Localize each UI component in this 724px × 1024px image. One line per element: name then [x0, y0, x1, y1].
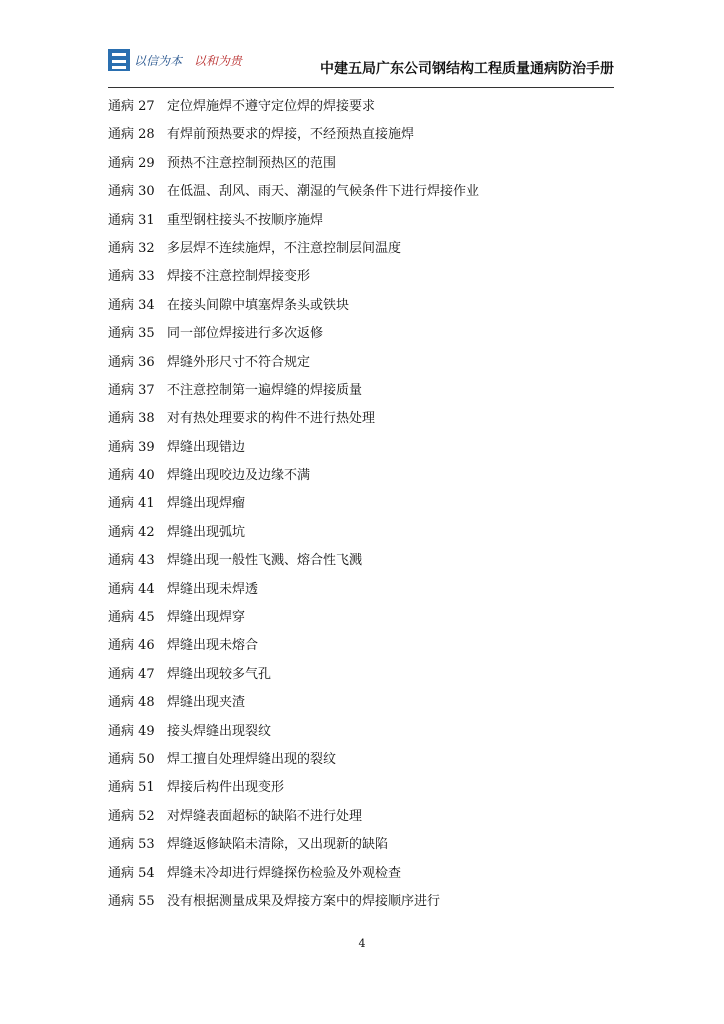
item-text: 焊缝出现咬边及边缘不满 — [167, 468, 311, 484]
item-code: 通病 54 — [108, 865, 155, 881]
item-text: 焊缝未冷却进行焊缝探伤检验及外观检查 — [167, 865, 402, 881]
list-item — [108, 661, 628, 689]
item-code: 通病 55 — [108, 893, 155, 909]
item-code: 通病 42 — [108, 524, 155, 540]
item-code: 通病 44 — [108, 581, 155, 597]
item-code: 通病 31 — [108, 212, 155, 228]
item-code: 通病 45 — [108, 610, 155, 626]
item-code: 通病 39 — [108, 439, 155, 455]
defect-list — [108, 93, 628, 916]
item-code: 通病 46 — [108, 638, 155, 654]
list-item — [108, 235, 628, 263]
item-code: 通病 29 — [108, 155, 155, 171]
item-code: 通病 43 — [108, 553, 155, 569]
list-item — [108, 349, 628, 377]
item-text: 焊缝出现未焊透 — [167, 581, 259, 597]
item-text: 对焊缝表面超标的缺陷不进行处理 — [167, 808, 363, 824]
item-text: 焊缝出现错边 — [167, 439, 246, 455]
list-item — [108, 121, 628, 149]
list-item — [108, 150, 628, 178]
list-item — [108, 831, 628, 859]
list-item — [108, 604, 628, 632]
list-item — [108, 774, 628, 802]
item-code: 通病 27 — [108, 99, 155, 114]
item-code: 通病 53 — [108, 837, 155, 853]
item-text: 焊缝出现弧坑 — [167, 524, 246, 540]
list-item — [108, 405, 628, 433]
list-item — [108, 207, 628, 235]
item-text: 有焊前预热要求的焊接，不经预热直接施焊 — [167, 127, 415, 143]
list-item — [108, 888, 628, 916]
company-logo — [108, 49, 242, 71]
list-item — [108, 689, 628, 717]
slogan-left: 以信为本 — [134, 53, 183, 68]
item-text: 预热不注意控制预热区的范围 — [167, 155, 337, 171]
item-text: 定位焊施焊不遵守定位焊的焊接要求 — [167, 99, 376, 114]
item-code: 通病 34 — [108, 297, 155, 313]
header-divider — [108, 87, 614, 88]
slogan-right: 以和为贵 — [193, 53, 242, 68]
list-item — [108, 93, 628, 121]
item-text: 重型钢柱接头不按顺序施焊 — [167, 212, 324, 228]
item-code: 通病 37 — [108, 382, 155, 398]
item-code: 通病 49 — [108, 723, 155, 739]
item-text: 焊工擅自处理焊缝出现的裂纹 — [167, 751, 337, 767]
list-item — [108, 803, 628, 831]
item-code: 通病 35 — [108, 326, 155, 342]
list-item — [108, 860, 628, 888]
slogan — [134, 52, 242, 69]
item-text: 焊缝出现夹渣 — [167, 695, 246, 711]
item-text: 焊缝出现焊瘤 — [167, 496, 246, 512]
item-text: 焊接不注意控制焊接变形 — [167, 269, 311, 285]
list-item — [108, 320, 628, 348]
list-item — [108, 377, 628, 405]
item-text: 焊接后构件出现变形 — [167, 780, 285, 796]
list-item — [108, 462, 628, 490]
item-code: 通病 52 — [108, 808, 155, 824]
item-text: 同一部位焊接进行多次返修 — [167, 326, 324, 342]
list-item — [108, 576, 628, 604]
item-code: 通病 30 — [108, 184, 155, 200]
item-code: 通病 38 — [108, 411, 155, 427]
list-item — [108, 490, 628, 518]
item-text: 在低温、刮风、雨天、潮湿的气候条件下进行焊接作业 — [167, 184, 480, 200]
item-code: 通病 40 — [108, 468, 155, 484]
list-item — [108, 178, 628, 206]
list-item — [108, 292, 628, 320]
list-item — [108, 519, 628, 547]
item-code: 通病 36 — [108, 354, 155, 370]
item-text: 焊缝外形尺寸不符合规定 — [167, 354, 311, 370]
page-number: 4 — [358, 937, 366, 950]
item-text: 多层焊不连续施焊，不注意控制层间温度 — [167, 240, 402, 256]
list-item — [108, 547, 628, 575]
item-text: 没有根据测量成果及焊接方案中的焊接顺序进行 — [167, 893, 441, 909]
item-code: 通病 41 — [108, 496, 155, 512]
header-title: 中建五局广东公司钢结构工程质量通病防治手册 — [320, 61, 614, 77]
item-code: 通病 50 — [108, 751, 155, 767]
list-item — [108, 434, 628, 462]
list-item — [108, 718, 628, 746]
item-text: 不注意控制第一遍焊缝的焊接质量 — [167, 382, 363, 398]
item-text: 焊缝出现一般性飞溅、熔合性飞溅 — [167, 553, 363, 569]
item-code: 通病 32 — [108, 240, 155, 256]
item-code: 通病 48 — [108, 695, 155, 711]
item-code: 通病 33 — [108, 269, 155, 285]
item-code: 通病 51 — [108, 780, 155, 796]
list-item — [108, 746, 628, 774]
list-item — [108, 263, 628, 291]
page-header — [108, 46, 614, 86]
item-text: 接头焊缝出现裂纹 — [167, 723, 272, 739]
item-text: 焊缝出现焊穿 — [167, 610, 246, 626]
item-text: 焊缝出现未熔合 — [167, 638, 259, 654]
item-text: 焊缝返修缺陷未清除，又出现新的缺陷 — [167, 837, 389, 853]
list-item — [108, 632, 628, 660]
item-code: 通病 28 — [108, 127, 155, 143]
item-code: 通病 47 — [108, 666, 155, 682]
company-logo-icon — [108, 49, 130, 71]
item-text: 对有热处理要求的构件不进行热处理 — [167, 411, 376, 427]
item-text: 在接头间隙中填塞焊条头或铁块 — [167, 297, 350, 313]
item-text: 焊缝出现较多气孔 — [167, 666, 272, 682]
